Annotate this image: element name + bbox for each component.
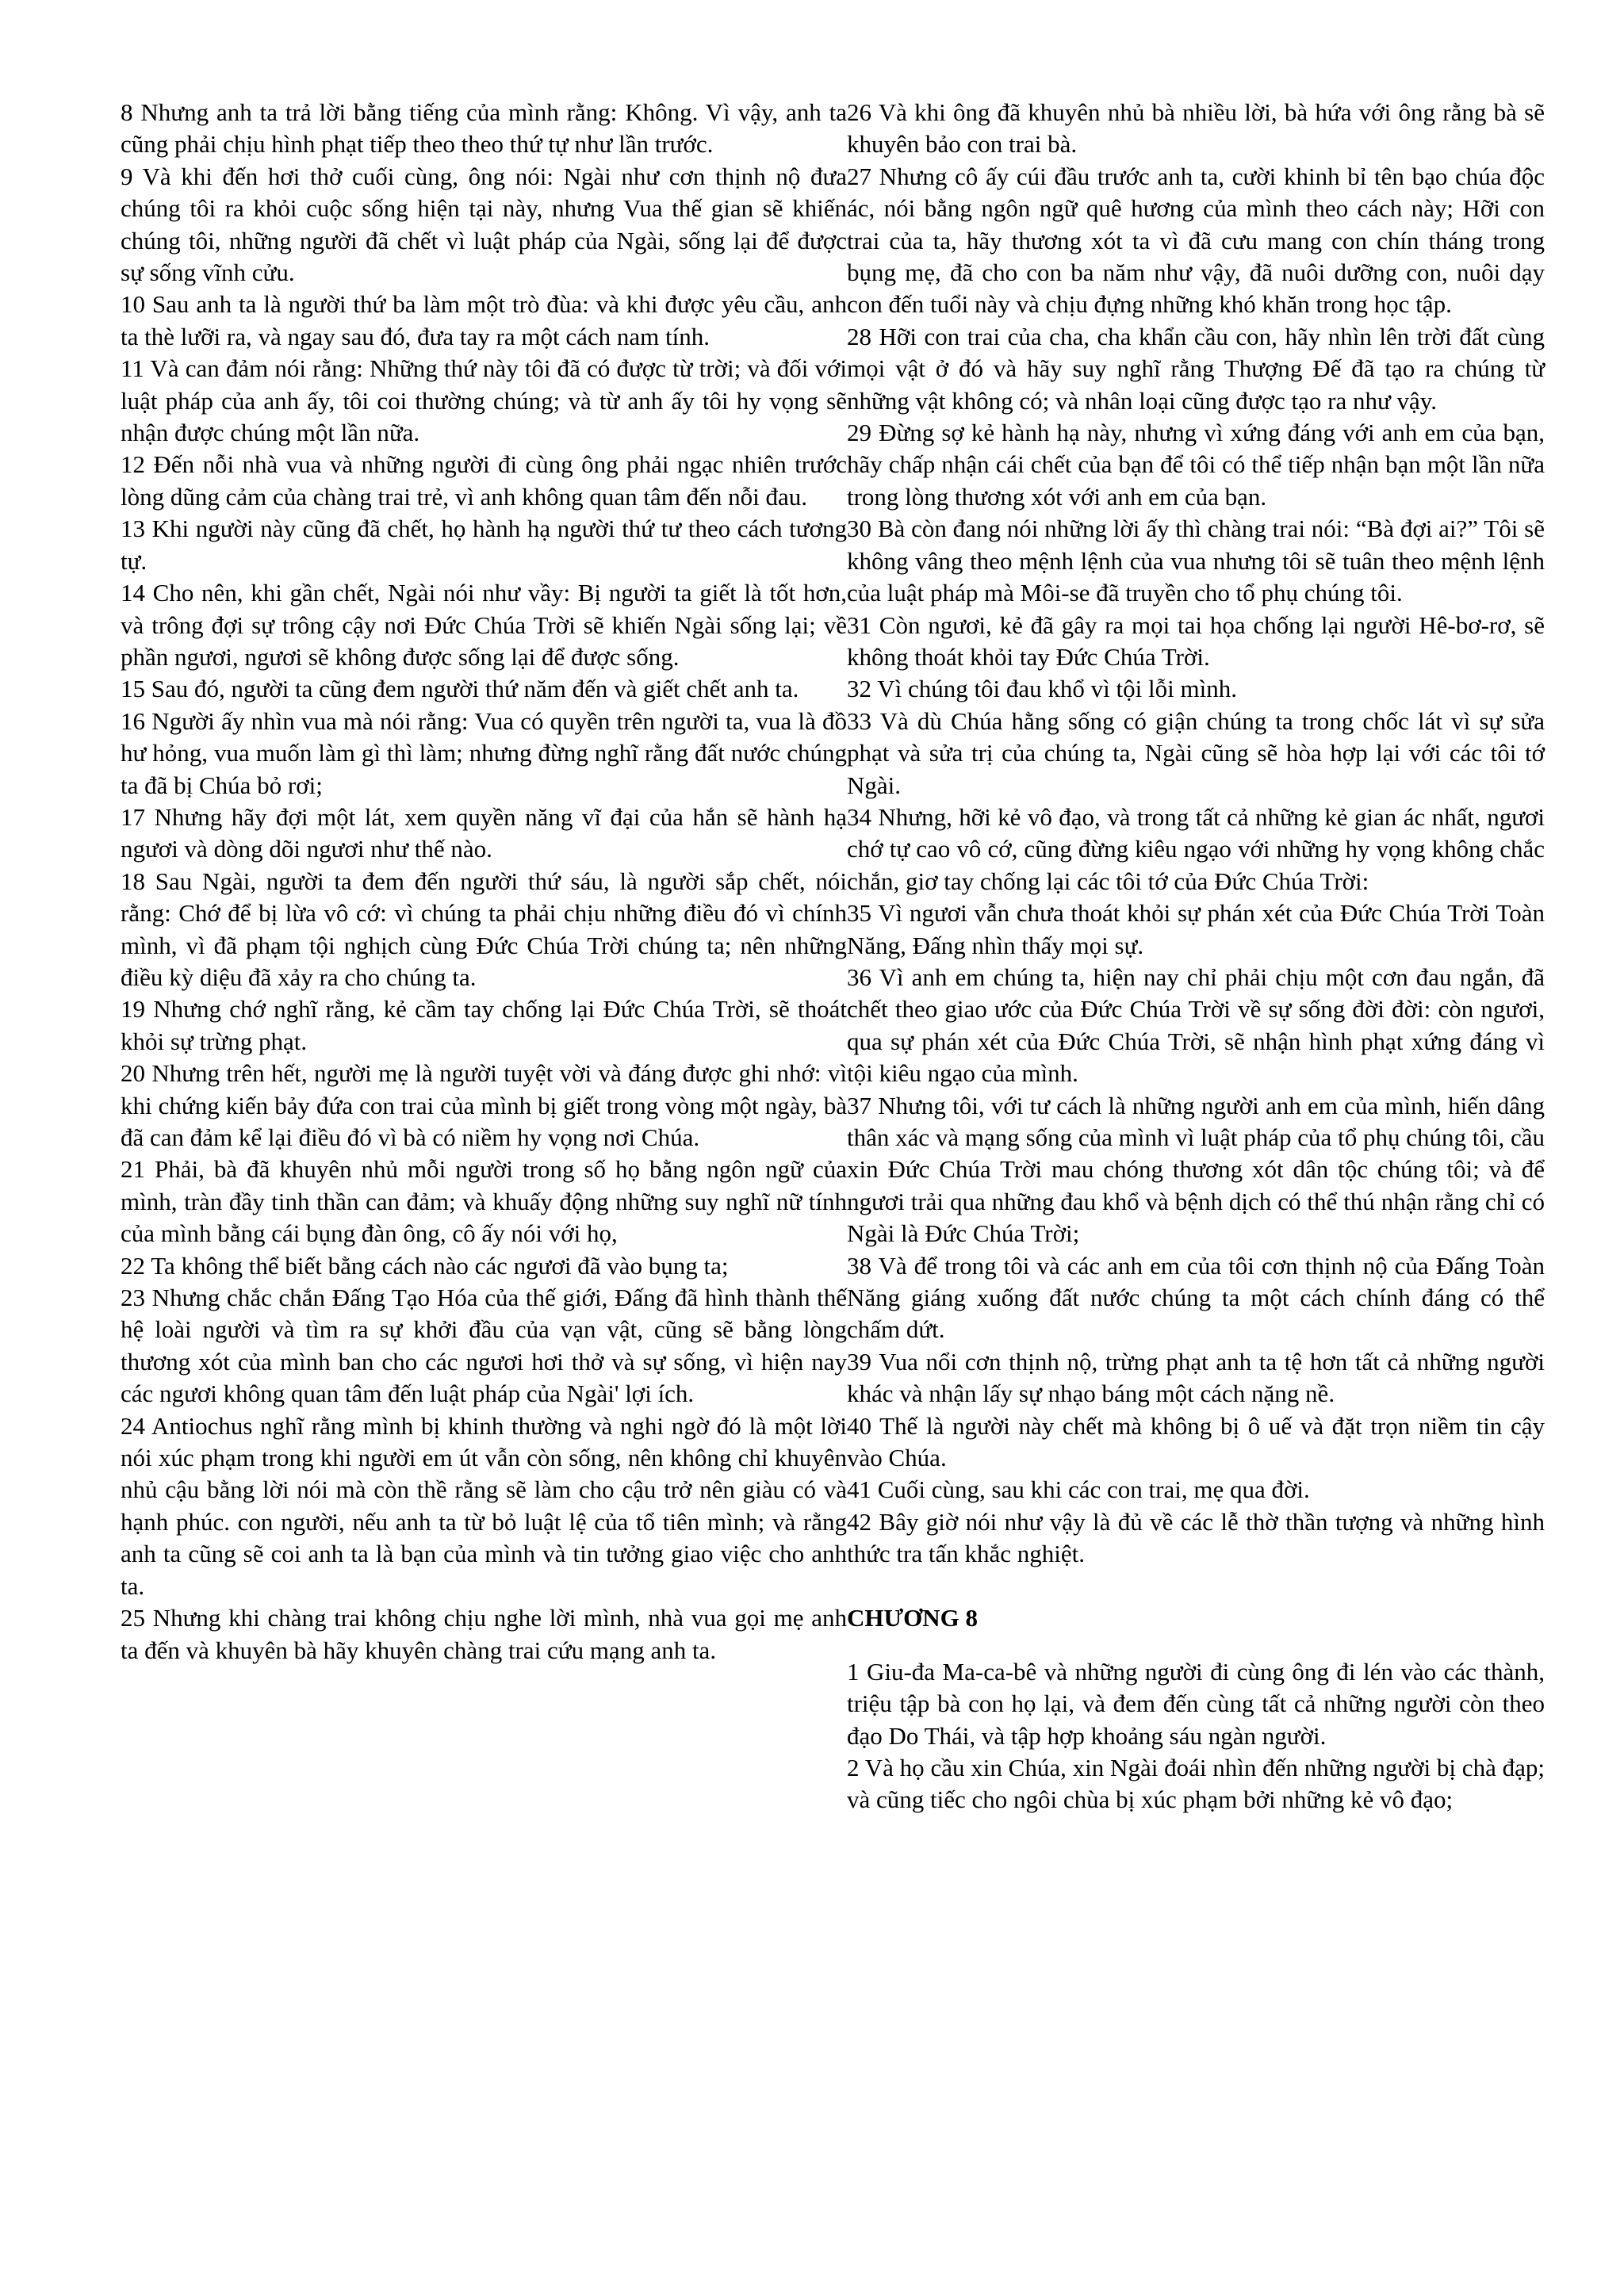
verse-27: 27 Nhưng cô ấy cúi đầu trước anh ta, cười khinh bỉ tên bạo chúa độc ác, nói bằng ngôn ngữ quê hương của mình theo cách này; Hỡi con trai của ta, hãy thương xót ta vì đã cưu mang con chín tháng trong bụng mẹ, đã cho con ba năm như vậy, đã nuôi dưỡng con, nuôi dạy con đến tuổi này và chịu đựng những khó khăn trong học tập. [847, 162, 1545, 319]
verse-35: 35 Vì ngươi vẫn chưa thoát khỏi sự phán xét của Đức Chúa Trời Toàn Năng, Đấng nhìn thấy mọi sự. [847, 899, 1545, 959]
verse-19: 19 Nhưng chớ nghĩ rằng, kẻ cầm tay chống lại Đức Chúa Trời, sẽ thoát khỏi sự trừng phạt. [121, 995, 847, 1055]
verse-33: 33 Và dù Chúa hằng sống có giận chúng ta trong chốc lát vì sự sửa phạt và sửa trị của chúng ta, Ngài cũng sẽ hòa hợp lại với các tôi tớ Ngài. [847, 706, 1545, 799]
chapter-8-verse-2: 2 Và họ cầu xin Chúa, xin Ngài đoái nhìn đến những người bị chà đạp; và cũng tiếc cho ngôi chùa bị xúc phạm bởi những kẻ vô đạo; [847, 1753, 1545, 1814]
chapter-heading: CHƯƠNG 8 [847, 1603, 979, 1632]
verse-31: 31 Còn ngươi, kẻ đã gây ra mọi tai họa chống lại người Hê-bơ-rơ, sẽ không thoát khỏi tay Đức Chúa Trời. [847, 610, 1545, 671]
verse-24: 24 Antiochus nghĩ rằng mình bị khinh thường và nghi ngờ đó là một lời nói xúc phạm trong khi người em út vẫn còn sống, nên không chỉ khuyên nhủ cậu bằng lời nói mà còn thề rằng sẽ làm cho cậu trở nên giàu có và hạnh phúc. con người, nếu anh ta từ bỏ luật lệ của tổ tiên mình; và rằng anh ta cũng sẽ coi anh ta là bạn của mình và tin tưởng giao việc cho anh ta. [121, 1411, 847, 1600]
verse-32: 32 Vì chúng tôi đau khổ vì tội lỗi mình. [847, 675, 1237, 703]
right-text-column [847, 97, 1545, 1816]
verse-42: 42 Bây giờ nói như vậy là đủ về các lễ thờ thần tượng và những hình thức tra tấn khắc nghiệt. [847, 1507, 1545, 1568]
verse-38: 38 Và để trong tôi và các anh em của tôi cơn thịnh nộ của Đấng Toàn Năng giáng xuống đất nước chúng ta một cách chính đáng có thể chấm dứt. [847, 1251, 1545, 1344]
verse-12: 12 Đến nỗi nhà vua và những người đi cùng ông phải ngạc nhiên trước lòng dũng cảm của chàng trai trẻ, vì anh không quan tâm đến nỗi đau. [121, 450, 847, 511]
verse-28: 28 Hỡi con trai của cha, cha khẩn cầu con, hãy nhìn lên trời đất cùng mọi vật ở đó và hãy suy nghĩ rằng Thượng Đế đã tạo ra chúng từ những vật không có; và nhân loại cũng được tạo ra như vậy. [847, 322, 1545, 415]
verse-34: 34 Nhưng, hỡi kẻ vô đạo, và trong tất cả những kẻ gian ác nhất, ngươi chớ tự cao vô cớ, cũng đừng kiêu ngạo với những hy vọng không chắc chắn, giơ tay chống lại các tôi tớ của Đức Chúa Trời: [847, 802, 1545, 895]
verse-8: 8 Nhưng anh ta trả lời bằng tiếng của mình rằng: Không. Vì vậy, anh ta cũng phải chịu hình phạt tiếp theo theo thứ tự như lần trước. [121, 98, 847, 159]
verse-9: 9 Và khi đến hơi thở cuối cùng, ông nói: Ngài như cơn thịnh nộ đưa chúng tôi ra khỏi cuộc sống hiện tại này, nhưng Vua thế gian sẽ khiến chúng tôi, những người đã chết vì luật pháp của Ngài, sống lại để được sự sống vĩnh cửu. [121, 162, 847, 287]
verse-36: 36 Vì anh em chúng ta, hiện nay chỉ phải chịu một cơn đau ngắn, đã chết theo giao ước của Đức Chúa Trời về sự sống đời đời: còn ngươi, qua sự phán xét của Đức Chúa Trời, sẽ nhận hình phạt xứng đáng vì tội kiêu ngạo của mình. [847, 962, 1545, 1088]
verse-37: 37 Nhưng tôi, với tư cách là những người anh em của mình, hiến dâng thân xác và mạng sống của mình vì luật pháp của tổ phụ chúng tôi, cầu xin Đức Chúa Trời mau chóng thương xót dân tộc chúng tôi; và để ngươi trải qua những đau khổ và bệnh dịch có thể thú nhận rằng chỉ có Ngài là Đức Chúa Trời; [847, 1091, 1545, 1248]
verse-23: 23 Nhưng chắc chắn Đấng Tạo Hóa của thế giới, Đấng đã hình thành thế hệ loài người và tìm ra sự khởi đầu của vạn vật, cũng sẽ bằng lòng thương xót của mình ban cho các ngươi hơi thở và sự sống, vì hiện nay các ngươi không quan tâm đến luật pháp của Ngài' lợi ích. [121, 1284, 847, 1408]
verse-14: 14 Cho nên, khi gần chết, Ngài nói như vầy: Bị người ta giết là tốt hơn, và trông đợi sự trông cậy nơi Đức Chúa Trời sẽ khiến Ngài sống lại; về phần ngươi, ngươi sẽ không được sống lại để được sống. [121, 579, 847, 671]
verse-41: 41 Cuối cùng, sau khi các con trai, mẹ qua đời. [847, 1475, 1310, 1504]
verse-39: 39 Vua nổi cơn thịnh nộ, trừng phạt anh ta tệ hơn tất cả những người khác và nhận lấy sự nhạo báng một cách nặng nề. [847, 1347, 1545, 1408]
verse-15: 15 Sau đó, người ta cũng đem người thứ năm đến và giết chết anh ta. [121, 675, 799, 703]
verse-26: 26 Và khi ông đã khuyên nhủ bà nhiều lời, bà hứa với ông rằng bà sẽ khuyên bảo con trai bà. [847, 98, 1545, 159]
verse-11: 11 Và can đảm nói rằng: Những thứ này tôi đã có được từ trời; và đối với luật pháp của anh ấy, tôi coi thường chúng; và từ anh ấy tôi hy vọng sẽ nhận được chúng một lần nữa. [121, 354, 847, 447]
verse-21: 21 Phải, bà đã khuyên nhủ mỗi người trong số họ bằng ngôn ngữ của mình, tràn đầy tinh thần can đảm; và khuấy động những suy nghĩ nữ tính của mình bằng cái bụng đàn ông, cô ấy nói với họ, [121, 1155, 847, 1248]
left-text-column [121, 97, 847, 1667]
verse-29: 29 Đừng sợ kẻ hành hạ này, nhưng vì xứng đáng với anh em của bạn, hãy chấp nhận cái chết của bạn để tôi có thể tiếp nhận bạn một lần nữa trong lòng thương xót với anh em của bạn. [847, 419, 1545, 511]
verse-17: 17 Nhưng hãy đợi một lát, xem quyền năng vĩ đại của hắn sẽ hành hạ ngươi và dòng dõi ngươi như thế nào. [121, 802, 847, 863]
verse-40: 40 Thế là người này chết mà không bị ô uế và đặt trọn niềm tin cậy vào Chúa. [847, 1411, 1545, 1472]
verse-16: 16 Người ấy nhìn vua mà nói rằng: Vua có quyền trên người ta, vua là đồ hư hỏng, vua muốn làm gì thì làm; nhưng đừng nghĩ rằng đất nước chúng ta đã bị Chúa bỏ rơi; [121, 706, 847, 799]
verse-18: 18 Sau Ngài, người ta đem đến người thứ sáu, là người sắp chết, nói rằng: Chớ để bị lừa vô cớ: vì chúng ta phải chịu những điều đó vì chính mình, vì đã phạm tội nghịch cùng Đức Chúa Trời chúng ta; nên những điều kỳ diệu đã xảy ra cho chúng ta. [121, 867, 847, 991]
verse-20: 20 Nhưng trên hết, người mẹ là người tuyệt vời và đáng được ghi nhớ: vì khi chứng kiến bảy đứa con trai của mình bị giết trong vòng một ngày, bà đã can đảm kể lại điều đó vì bà có niềm hy vọng nơi Chúa. [121, 1059, 847, 1151]
verse-30: 30 Bà còn đang nói những lời ấy thì chàng trai nói: “Bà đợi ai?” Tôi sẽ không vâng theo mệnh lệnh của vua nhưng tôi sẽ tuân theo mệnh lệnh của luật pháp mà Môi-se đã truyền cho tổ phụ chúng tôi. [847, 515, 1545, 607]
chapter-8-verse-1: 1 Giu-đa Ma-ca-bê và những người đi cùng ông đi lén vào các thành, triệu tập bà con họ lại, và đem đến cùng tất cả những người còn theo đạo Do Thái, và tập hợp khoảng sáu ngàn người. [847, 1657, 1545, 1750]
verse-13: 13 Khi người này cũng đã chết, họ hành hạ người thứ tư theo cách tương tự. [121, 515, 847, 575]
verse-22: 22 Ta không thể biết bằng cách nào các ngươi đã vào bụng ta; [121, 1251, 729, 1280]
verse-10: 10 Sau anh ta là người thứ ba làm một trò đùa: và khi được yêu cầu, anh ta thè lưỡi ra, và ngay sau đó, đưa tay ra một cách nam tính. [121, 290, 847, 350]
verse-25: 25 Nhưng khi chàng trai không chịu nghe lời mình, nhà vua gọi mẹ anh ta đến và khuyên bà hãy khuyên chàng trai cứu mạng anh ta. [121, 1604, 847, 1664]
